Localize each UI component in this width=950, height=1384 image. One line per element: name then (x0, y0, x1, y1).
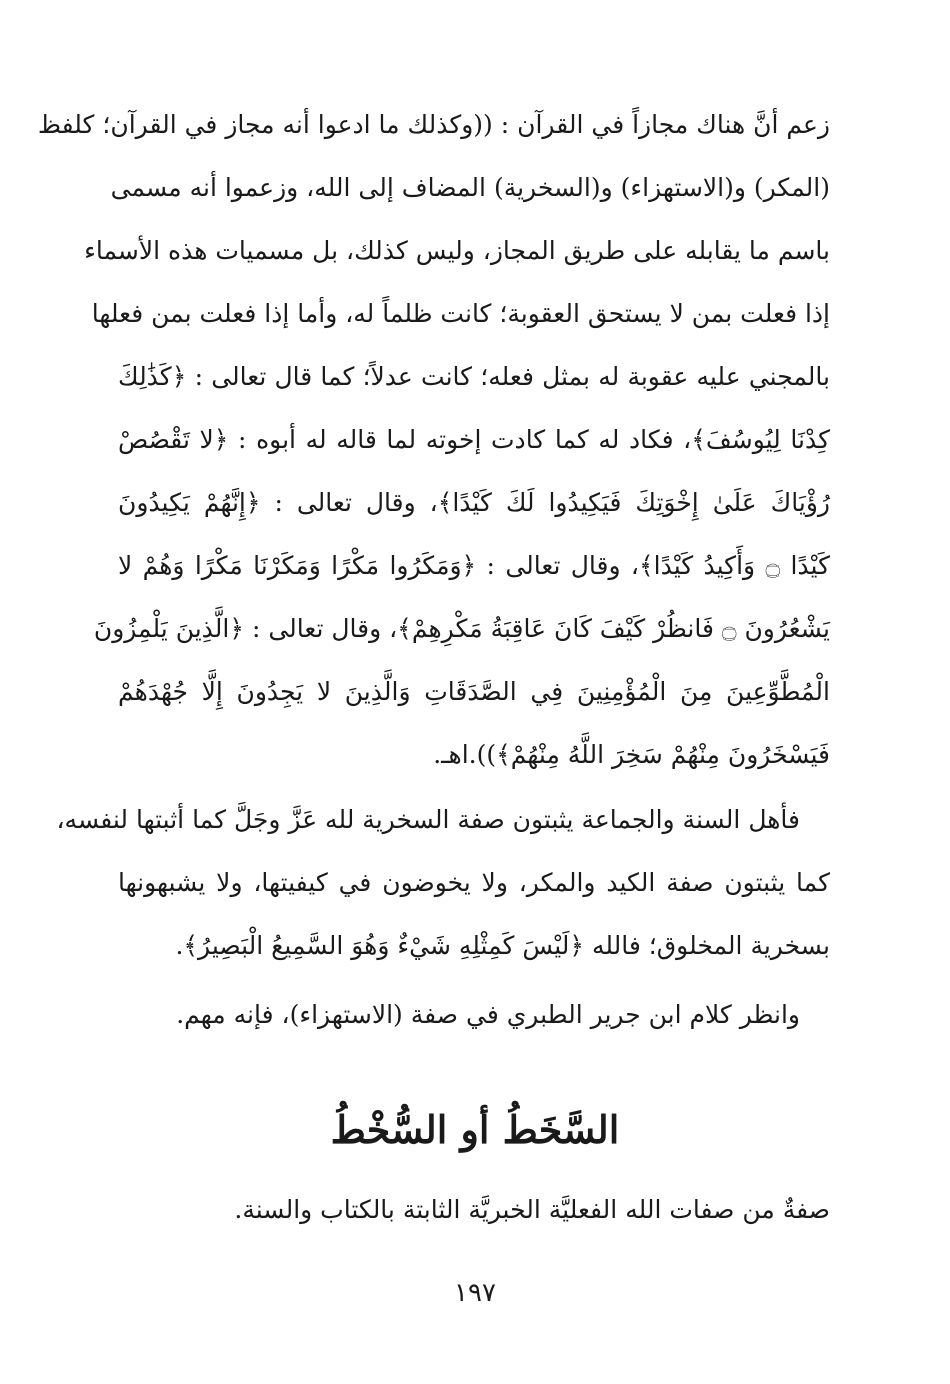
paragraph-ahl-sunnah (56, 788, 830, 977)
text-line: يَشْعُرُونَ ۝ فَانظُرْ كَيْفَ كَانَ عَاقِبَةُ مَكْرِهِمْ﴾، وقال تعالى : ﴿الَّذِينَ يَلْمِزُونَ (93, 614, 830, 643)
text-line: (المكر) و(الاستهزاء) و(السخرية) المضاف إلى الله، وزعموا أنه مسمى (110, 173, 830, 202)
text-line: باسم ما يقابله على طريق المجاز، وليس كذلك، بل مسميات هذه الأسماء (84, 236, 830, 265)
page-number: ١٩٧ (454, 1278, 496, 1308)
text-line: فَيَسْخَرُونَ مِنْهُمْ سَخِرَ اللَّهُ مِنْهُمْ﴾)).اهـ. (433, 740, 830, 769)
text-line: كما يثبتون صفة الكيد والمكر، ولا يخوضون في كيفيتها، ولا يشبهونها (118, 868, 830, 897)
text-line: إذا فعلت بمن لا يستحق العقوبة؛ كانت ظلماً له، وأما إذا فعلت بمن فعلها (91, 299, 830, 328)
text-line: فأهل السنة والجماعة يثبتون صفة السخرية لله عَزَّ وجَلَّ كما أثبتها لنفسه، (56, 805, 800, 834)
section-heading: السَّخَطُ أو السُّخْطُ (330, 1107, 620, 1152)
paragraph-quote (37, 93, 830, 786)
text-line: رُؤْيَاكَ عَلَىٰ إِخْوَتِكَ فَيَكِيدُوا لَكَ كَيْدًا﴾، وقال تعالى : ﴿إِنَّهُمْ يَكِيدُونَ (118, 488, 830, 517)
text-line: زعم أنَّ هناك مجازاً في القرآن : ((وكذلك ما ادعوا أنه مجاز في القرآن؛ كلفظ (37, 110, 830, 139)
paragraph-reference (118, 983, 830, 1046)
text-line: وانظر كلام ابن جرير الطبري في صفة (الاستهزاء)، فإنه مهم. (176, 1000, 800, 1029)
text-line: كِدْنَا لِيُوسُفَ﴾، فكاد له كما كادت إخوته لما قاله له أبوه : ﴿لا تَقْصُصْ (118, 425, 830, 454)
text-line: كَيْدًا ۝ وَأَكِيدُ كَيْدًا﴾، وقال تعالى : ﴿وَمَكَرُوا مَكْرًا وَمَكَرْنَا مَكْرًا وَهُمْ لا (118, 551, 830, 580)
text-line: بالمجني عليه عقوبة له بمثل فعله؛ كانت عدلاً؛ كما قال تعالى : ﴿كَذَٰلِكَ (118, 362, 830, 391)
text-line: الْمُطَّوِّعِينَ مِنَ الْمُؤْمِنِينَ فِي الصَّدَقَاتِ وَالَّذِينَ لا يَجِدُونَ إِلَّا جُهْدَهُمْ (118, 677, 830, 706)
text-line: بسخرية المخلوق؛ فالله ﴿لَيْسَ كَمِثْلِهِ شَيْءٌ وَهُوَ السَّمِيعُ الْبَصِيرُ﴾. (175, 931, 830, 960)
section-definition: صفةٌ من صفات الله الفعليَّة الخبريَّة الثابتة بالكتاب والسنة. (234, 1195, 830, 1224)
